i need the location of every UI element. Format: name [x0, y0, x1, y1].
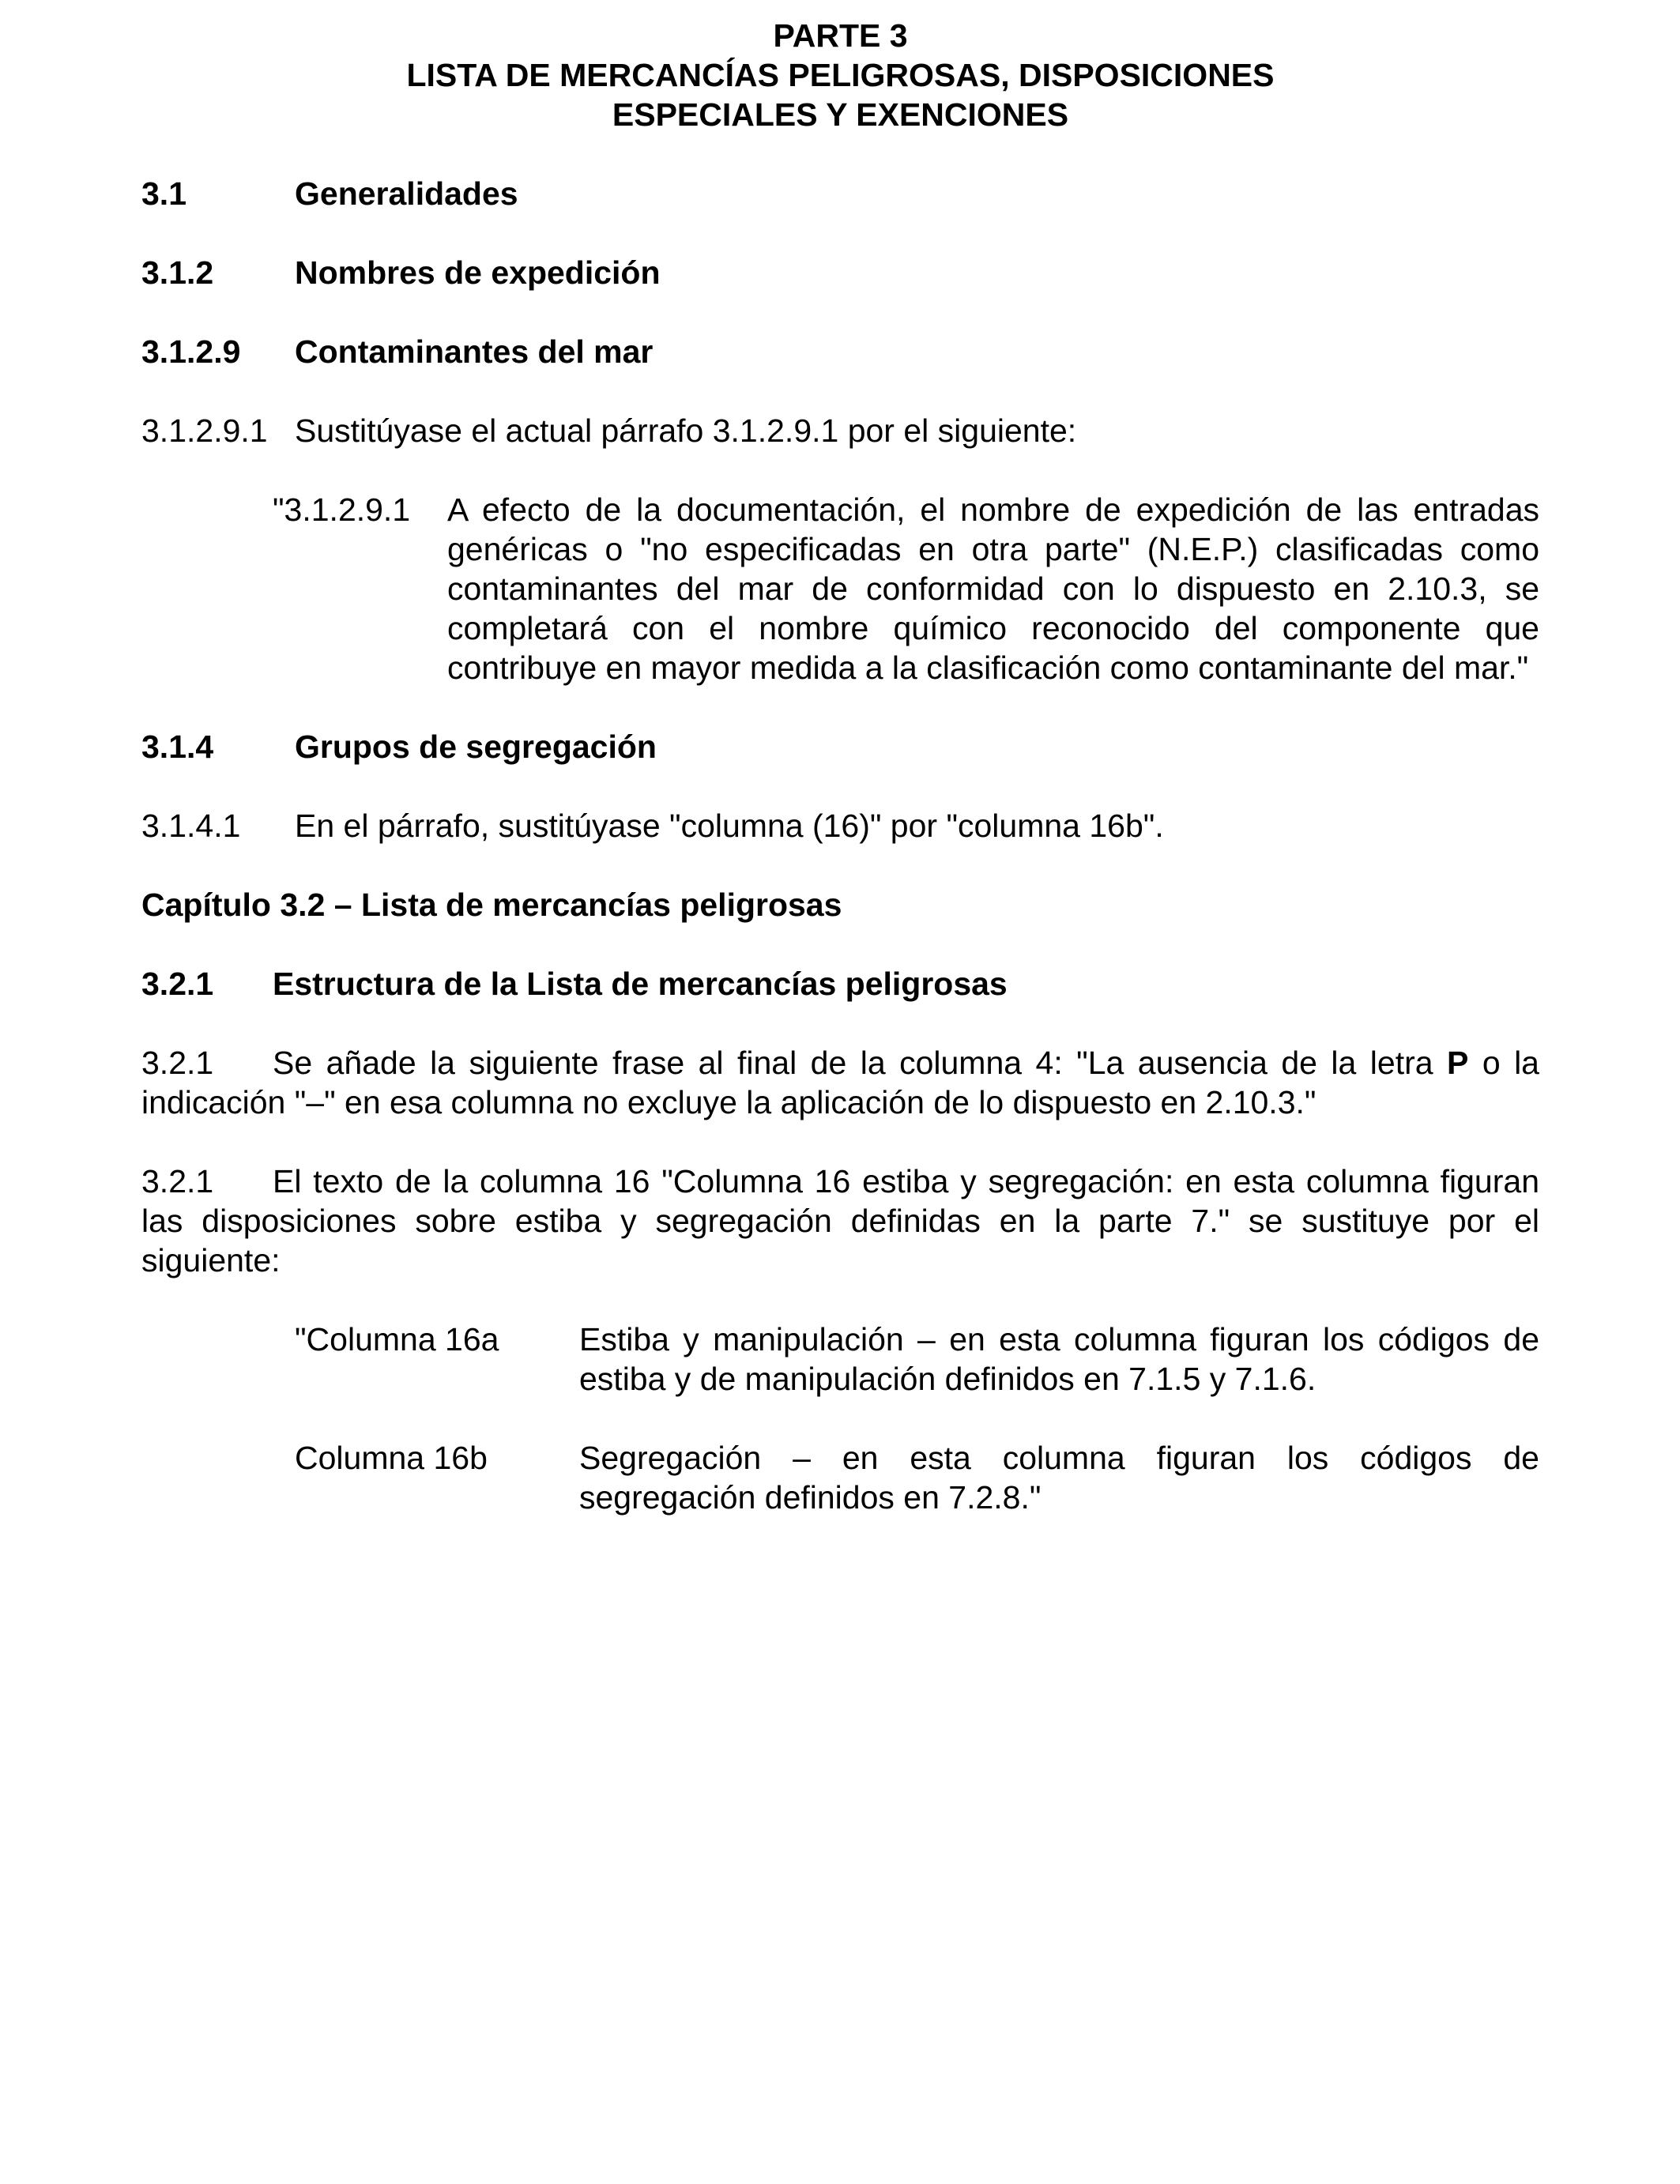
heading-number: 3.1.2 — [141, 254, 214, 291]
paragraph-3-2-1-b — [141, 1162, 1539, 1280]
title-line-1: PARTE 3 — [773, 17, 908, 54]
paragraph-text: El texto de la columna 16 "Columna 16 estiba y segregación: en esta columna figuran las disposiciones sobre estiba y segregación definidas en la parte 7." se sustituye por el siguiente: — [141, 1163, 1539, 1278]
heading-number: 3.1.2.9 — [141, 333, 241, 370]
heading-3-1-4 — [141, 727, 1539, 766]
title-line-2: LISTA DE MERCANCÍAS PELIGROSAS, DISPOSICIONES — [406, 57, 1275, 93]
quoted-text: A efecto de la documentación, el nombre de expedición de las entradas genéricas o "no especificadas en otra parte" (N.E.P.) clasificadas como contaminantes del mar de conformidad con lo dispuesto en 2.10.3, se completará con el nombre químico reconocido del componente que contribuye en mayor medida a la clasificación como contaminante del mar." — [447, 491, 1539, 686]
quoted-number: "3.1.2.9.1 — [273, 491, 411, 528]
heading-number: 3.1.4 — [141, 729, 214, 765]
column-text: Estiba y manipulación – en esta columna figuran los códigos de estiba y de manipulación definidos en 7.1.5 y 7.1.6. — [579, 1321, 1539, 1397]
heading-number: 3.1 — [141, 175, 186, 212]
paragraph-text-after: o la indicación "–" en esa columna no excluye la aplicación de lo dispuesto en 2.10.3." — [141, 1045, 1539, 1120]
paragraph-text-before: Se añade la siguiente frase al final de la columna 4: "La ausencia de la letra — [273, 1045, 1447, 1081]
chapter-heading: Capítulo 3.2 – Lista de mercancías peligrosas — [141, 887, 842, 923]
heading-3-1-2 — [141, 253, 1539, 292]
paragraph-text: Sustitúyase el actual párrafo 3.1.2.9.1 por el siguiente: — [295, 412, 1077, 449]
heading-number: 3.2.1 — [141, 966, 214, 1002]
heading-title: Estructura de la Lista de mercancías peligrosas — [273, 966, 1008, 1002]
paragraph-3-1-2-9-1 — [141, 411, 1539, 450]
paragraph-text: En el párrafo, sustitúyase "columna (16)" por "columna 16b". — [295, 808, 1164, 844]
paragraph-number: 3.1.4.1 — [141, 808, 241, 844]
heading-title: Generalidades — [295, 175, 518, 212]
quoted-paragraph — [141, 490, 1539, 687]
paragraph-number: 3.2.1 — [141, 1045, 214, 1081]
document-page — [141, 16, 1539, 1517]
heading-3-1 — [141, 174, 1539, 213]
heading-title: Contaminantes del mar — [295, 333, 654, 370]
paragraph-number: 3.2.1 — [141, 1163, 214, 1199]
column-16a-definition — [141, 1320, 1539, 1399]
heading-3-2-1 — [141, 964, 1539, 1004]
paragraph-bold-letter: P — [1447, 1045, 1469, 1081]
paragraph-3-1-4-1 — [141, 806, 1539, 845]
heading-3-1-2-9 — [141, 332, 1539, 371]
paragraph-3-2-1-a — [141, 1043, 1539, 1122]
title-line-3: ESPECIALES Y EXENCIONES — [612, 96, 1069, 133]
heading-title: Grupos de segregación — [295, 729, 657, 765]
column-16b-definition — [141, 1438, 1539, 1517]
heading-title: Nombres de expedición — [295, 254, 661, 291]
column-key: "Columna 16a — [295, 1321, 499, 1357]
column-key: Columna 16b — [295, 1440, 488, 1476]
document-title — [141, 16, 1539, 134]
paragraph-number: 3.1.2.9.1 — [141, 412, 268, 449]
column-text: Segregación – en esta columna figuran los códigos de segregación definidos en 7.2.8." — [579, 1440, 1539, 1516]
